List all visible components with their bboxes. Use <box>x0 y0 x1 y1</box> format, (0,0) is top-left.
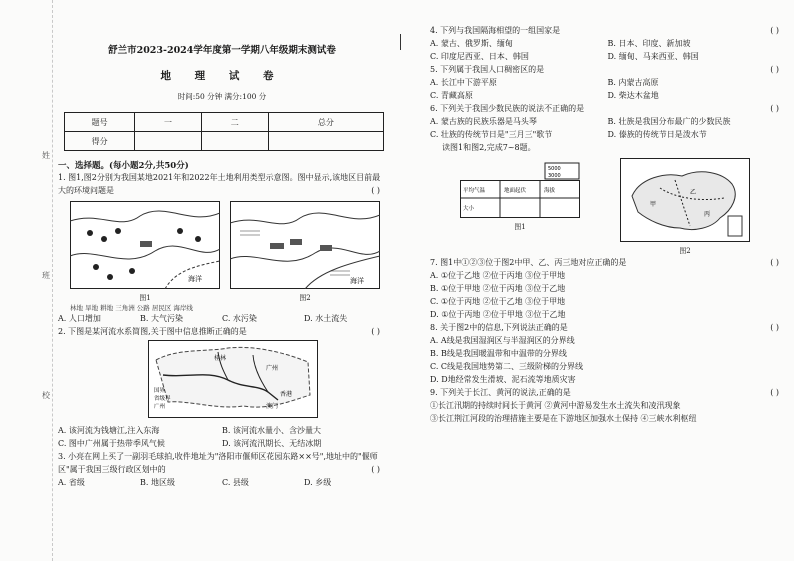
answer-paren[interactable]: ( ) <box>770 258 779 267</box>
option-c[interactable]: C. 壮族的传统节日是"三月三"歌节 <box>430 130 553 139</box>
terrain-label: 地面起伏 <box>504 188 527 194</box>
land-use-map-2022 <box>230 201 380 289</box>
legend-province: 省级界 <box>154 396 171 402</box>
q3-options <box>58 476 386 489</box>
q1-options <box>58 312 386 325</box>
option-b[interactable]: B. 壮族是我国分布最广的少数民族 <box>607 117 731 126</box>
score-table-header-row <box>65 113 384 132</box>
option-d[interactable]: D. 乡级 <box>304 478 332 487</box>
figure-2-caption: 图2 <box>299 294 311 302</box>
terrain-label: 平均气温 <box>463 188 486 194</box>
terrain-table-figure <box>460 158 580 218</box>
q2-options-row2 <box>58 437 386 450</box>
binding-margin <box>0 0 53 561</box>
score-cell: 二 <box>201 113 268 132</box>
option-a[interactable]: A. 蒙古族的民族乐器是马头琴 <box>430 117 537 126</box>
margin-char-class: 班 <box>42 271 50 280</box>
question-4-text: 4. 下列与我国隔海相望的一组国家是 <box>430 26 561 35</box>
answer-paren[interactable]: ( ) <box>770 65 779 74</box>
question-2-text: 2. 下图是某河流水系简图,关于图中信息推断正确的是 <box>58 327 247 336</box>
q5-options-row1 <box>430 76 785 89</box>
map-label-hongkong: 香港 <box>280 391 293 398</box>
score-cell: 总分 <box>268 113 383 132</box>
map-label-guangzhou: 广州 <box>266 365 279 372</box>
map-label-guilin: 桂林 <box>214 355 227 362</box>
q78-figure-2-caption: 图2 <box>679 247 691 255</box>
answer-paren[interactable]: ( ) <box>371 186 380 195</box>
map-label-macau: 澳门 <box>266 403 279 410</box>
section-heading: 一、选择题。(每小题2分,共50分) <box>58 161 189 171</box>
score-cell: 题号 <box>65 113 135 132</box>
score-input-cell[interactable] <box>268 132 383 151</box>
margin-char-school: 校 <box>42 391 50 400</box>
q1-legend: 林地 旱地 耕地 三角洲 公路 居民区 海岸线 <box>70 304 193 312</box>
option-a[interactable]: A. 该河流为钱塘江,注入东海 <box>58 426 160 435</box>
statement-line: ③长江荆江河段的治理措施主要是在下游地区加强水土保持 ④三峡水利枢纽 <box>430 414 697 423</box>
question-1 <box>58 171 386 197</box>
legend-city: 广州 <box>154 404 166 410</box>
q6-options-row2 <box>430 128 785 141</box>
region-label-jia: 甲 <box>650 201 657 208</box>
question-5 <box>430 63 785 76</box>
option-d[interactable]: D. 该河流汛期长、无结冰期 <box>222 439 322 448</box>
fold-mark <box>400 34 401 50</box>
alt-5000: 5000 <box>548 166 561 172</box>
q78-figure-1-caption: 图1 <box>514 223 526 231</box>
question-5-text: 5. 下列属于我国人口稠密区的是 <box>430 65 545 74</box>
q5-options-row2 <box>430 89 785 102</box>
q2-options-row1 <box>58 424 386 437</box>
answer-paren[interactable]: ( ) <box>770 323 779 332</box>
region-label-bing: 丙 <box>704 211 711 218</box>
question-6 <box>430 102 785 115</box>
option-d[interactable]: D. 柴达木盆地 <box>607 91 659 100</box>
question-9 <box>430 386 785 399</box>
option-a[interactable]: A. 省级 <box>58 478 85 487</box>
question-2 <box>58 325 386 338</box>
answer-paren[interactable]: ( ) <box>770 104 779 113</box>
china-map-figure <box>620 158 750 242</box>
question-7 <box>430 256 785 269</box>
figure-2 <box>230 201 380 303</box>
q78-intro: 读图1和图2,完成7~8题。 <box>442 143 536 152</box>
option-c[interactable]: C. ①位于丙地 ②位于乙地 ③位于甲地 <box>430 297 566 306</box>
option-c[interactable]: C. 印度尼西亚、日本、韩国 <box>430 52 529 61</box>
question-9-text: 9. 下列关于长江、黄河的说法,正确的是 <box>430 388 571 397</box>
question-7-text: 7. 图1中①②③位于图2中甲、乙、丙三地对应正确的是 <box>430 258 627 267</box>
subject-title: 地 理 试 卷 <box>160 70 284 82</box>
option-d[interactable]: D. 傣族的传统节日是泼水节 <box>607 130 707 139</box>
option-a[interactable]: A. ①位于乙地 ②位于丙地 ③位于甲地 <box>430 271 566 280</box>
question-4 <box>430 24 785 37</box>
question-8 <box>430 321 785 334</box>
question-8-text: 8. 关于图2中的信息,下列说法正确的是 <box>430 323 568 332</box>
option-b[interactable]: B. 该河流水量小、含沙量大 <box>222 426 321 435</box>
q4-options-row1 <box>430 37 785 50</box>
question-1-text: 1. 图1,图2分别为我国某地2021年和2022年土地利用类型示意图。图中显示,该地区目前最大的环境问题是 <box>58 173 381 195</box>
option-a[interactable]: A. 蒙古、俄罗斯、缅甸 <box>430 39 513 48</box>
option-b[interactable]: B. 大气污染 <box>140 314 183 323</box>
option-a[interactable]: A. 人口增加 <box>58 314 101 323</box>
q78-figure-2 <box>620 158 750 256</box>
option-c[interactable]: C. C线是我国地势第二、三级阶梯的分界线 <box>430 362 584 371</box>
q78-figure-1 <box>460 158 580 256</box>
statement-line: ①长江汛期的持续时间长于黄河 ②黄河中游易发生水土流失和凌汛现象 <box>430 401 681 410</box>
legend-border: 国界 <box>154 388 166 394</box>
alt-3000: 3000 <box>548 173 561 179</box>
question-3 <box>58 450 386 476</box>
option-c[interactable]: C. 图中广州属于热带季风气候 <box>58 439 165 448</box>
land-use-map-2021 <box>70 201 220 289</box>
exam-title: 舒兰市2023-2024学年度第一学期八年级期末测试卷 <box>108 45 336 56</box>
exam-meta: 时间:50 分钟 满分:100 分 <box>177 92 267 101</box>
q78-figures <box>460 158 785 256</box>
option-b[interactable]: B. 内蒙古高原 <box>607 78 659 87</box>
score-input-cell[interactable] <box>201 132 268 151</box>
score-input-cell[interactable] <box>135 132 202 151</box>
score-table <box>64 112 384 151</box>
option-c[interactable]: C. 水污染 <box>222 314 257 323</box>
river-map <box>148 340 386 422</box>
option-d[interactable]: D. ①位于丙地 ②位于甲地 ③位于乙地 <box>430 310 566 319</box>
terrain-label: 海拔 <box>544 188 556 194</box>
figure-1 <box>70 201 220 303</box>
question-6-text: 6. 下列关于我国少数民族的说法不正确的是 <box>430 104 585 113</box>
option-d[interactable]: D. D地经常发生滑坡、泥石流等地质灾害 <box>430 375 576 384</box>
figure-1-caption: 图1 <box>139 294 151 302</box>
option-b[interactable]: B. ①位于甲地 ②位于丙地 ③位于乙地 <box>430 284 566 293</box>
river-system-map <box>148 340 318 418</box>
margin-char-name: 姓 <box>42 151 50 160</box>
score-cell: 一 <box>135 113 202 132</box>
option-c[interactable]: C. 青藏高原 <box>430 91 473 100</box>
terrain-label: 大小 <box>463 206 475 212</box>
question-3-text: 3. 小亮在网上买了一副羽毛球拍,收件地址为"洛阳市偃师区花园东路××号",地址中的"偃师区"属于我国三级行政区划中的 <box>58 452 378 474</box>
option-c[interactable]: C. 县级 <box>222 478 249 487</box>
option-b[interactable]: B. B线是我国暖温带和中温带的分界线 <box>430 349 567 358</box>
q1-figures <box>70 201 386 303</box>
option-a[interactable]: A. 长江中下游平原 <box>430 78 497 87</box>
region-label-yi: 乙 <box>690 189 697 196</box>
score-cell: 得分 <box>65 132 135 151</box>
answer-paren[interactable]: ( ) <box>770 26 779 35</box>
answer-paren[interactable]: ( ) <box>770 388 779 397</box>
sea-label: 海洋 <box>350 277 364 285</box>
right-column <box>430 24 785 425</box>
left-column <box>58 38 386 489</box>
score-table-score-row <box>65 132 384 151</box>
option-b[interactable]: B. 日本、印度、新加坡 <box>607 39 691 48</box>
option-d[interactable]: D. 水土流失 <box>304 314 348 323</box>
option-d[interactable]: D. 缅甸、马来西亚、韩国 <box>607 52 699 61</box>
sea-label: 海洋 <box>188 275 202 283</box>
option-b[interactable]: B. 地区级 <box>140 478 175 487</box>
q6-options-row1 <box>430 115 785 128</box>
option-a[interactable]: A. A线是我国湿润区与半湿润区的分界线 <box>430 336 575 345</box>
answer-paren[interactable]: ( ) <box>371 465 380 474</box>
answer-paren[interactable]: ( ) <box>371 327 380 336</box>
q4-options-row2 <box>430 50 785 63</box>
